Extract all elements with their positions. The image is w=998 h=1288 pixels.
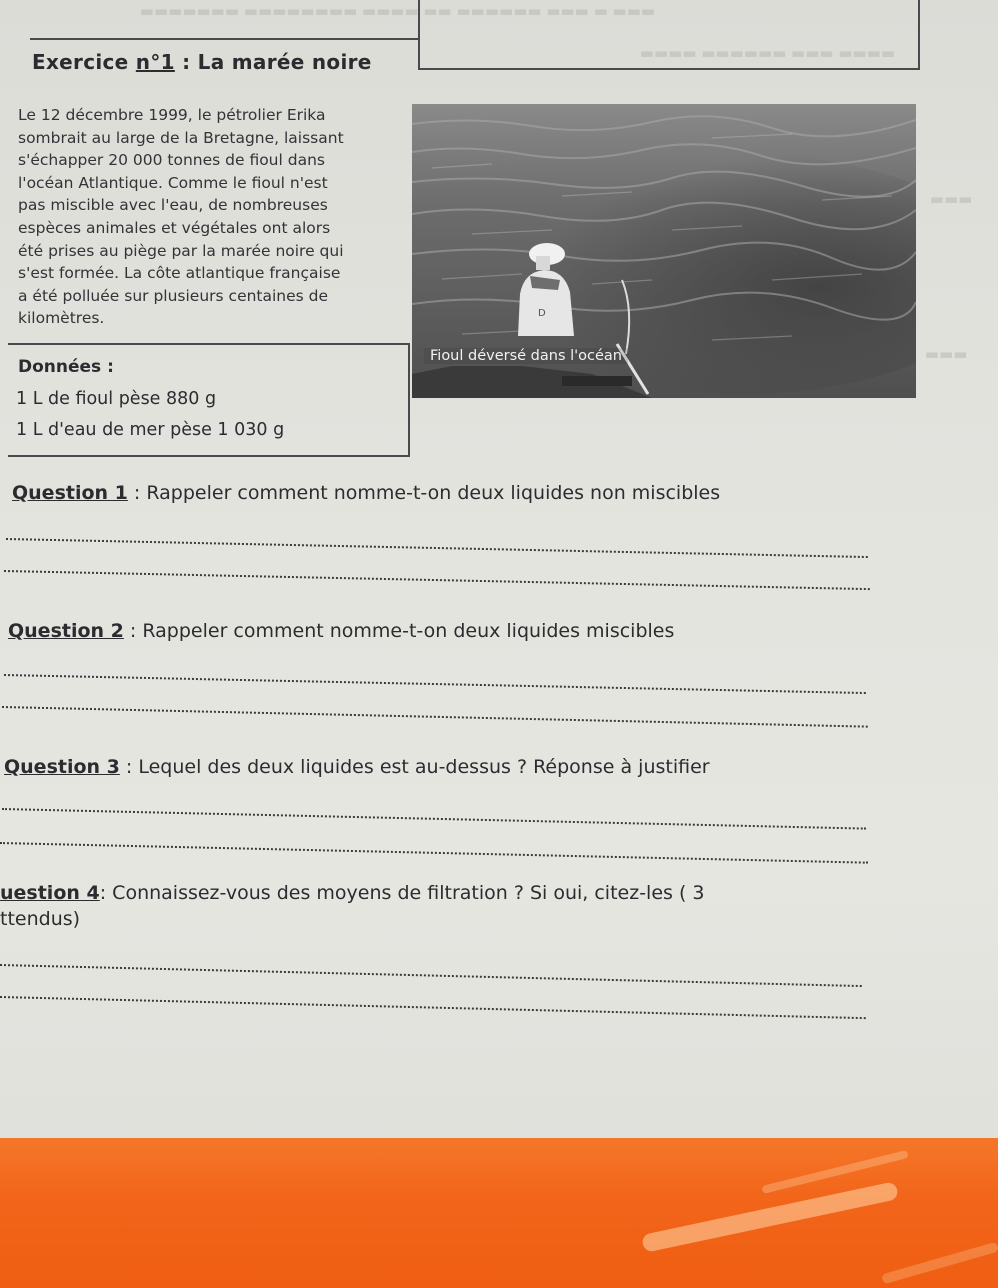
intro-line: été prises au piège par la marée noire qui [18,241,344,260]
answer-line[interactable] [4,570,870,590]
donnees-fuel-weight: 1 L de fioul pèse 880 g [16,389,217,409]
question-2 [8,620,674,642]
question-3-text: : Lequel des deux liquides est au-dessus ? Réponse à justifier [119,756,710,778]
question-4-continuation: ttendus) [0,908,81,930]
question-4-text: : Connaissez-vous des moyens de filtration ? Si oui, citez-les ( 3 [99,882,705,904]
light-reflection [881,1242,998,1285]
orange-background-surface [0,1138,998,1288]
intro-line: espèces animales et végétales ont alors [18,218,331,237]
intro-line: a été polluée sur plusieurs centaines de [18,286,329,305]
answer-line[interactable] [4,674,866,694]
photo-caption: Fioul déversé dans l'océan [424,348,628,364]
question-1-text: : Rappeler comment nomme-t-on deux liquides non miscibles [127,482,721,504]
intro-line: kilomètres. [18,309,105,328]
question-4 [0,882,705,904]
question-3 [4,756,710,778]
question-2-text: : Rappeler comment nomme-t-on deux liquides miscibles [123,620,675,642]
bleed-through-text: ▬▬▬▬ ▬▬▬ ▬▬▬▬▬▬ ▬▬▬▬ [640,44,896,62]
answer-line[interactable] [0,996,866,1019]
bleed-through-text: ▬▬▬ [925,345,968,363]
title-number: n°1 [135,50,175,74]
title-prefix: Exercice [32,50,136,74]
question-1 [12,482,720,504]
intro-paragraph [18,104,380,330]
donnees-title: Données : [18,357,114,377]
header-rule-left [30,38,420,40]
intro-line: l'océan Atlantique. Comme le fioul n'est [18,173,328,192]
bleed-through-text: ▬▬▬ [930,190,973,208]
exercise-title [32,50,372,74]
title-rest: : La marée noire [174,50,372,74]
answer-line[interactable] [0,842,868,864]
answer-line[interactable] [2,706,868,728]
intro-line: Le 12 décembre 1999, le pétrolier Erika [18,106,326,124]
question-1-label: Question 1 [12,482,128,504]
bleed-through-text: ▬▬▬ ▬ ▬▬▬ ▬▬▬▬▬▬ ▬▬ ▬▬▬▬ ▬▬▬▬▬▬▬▬ ▬▬▬▬▬▬▬ [140,2,656,20]
svg-text:D: D [538,308,546,319]
intro-line: s'échapper 20 000 tonnes de fioul dans [18,151,325,170]
header-box [418,0,920,70]
question-2-label: Question 2 [8,620,124,642]
intro-line: sombrait au large de la Bretagne, laissant [18,128,344,147]
question-3-label: Question 3 [4,756,120,778]
question-4-label: uestion 4 [0,882,100,904]
answer-line[interactable] [2,808,866,830]
intro-line: s'est formée. La côte atlantique française [18,264,341,283]
answer-line[interactable] [6,538,868,558]
intro-line: pas miscible avec l'eau, de nombreuses [18,196,328,215]
donnees-seawater-weight: 1 L d'eau de mer pèse 1 030 g [16,420,285,440]
answer-line[interactable] [0,964,862,987]
